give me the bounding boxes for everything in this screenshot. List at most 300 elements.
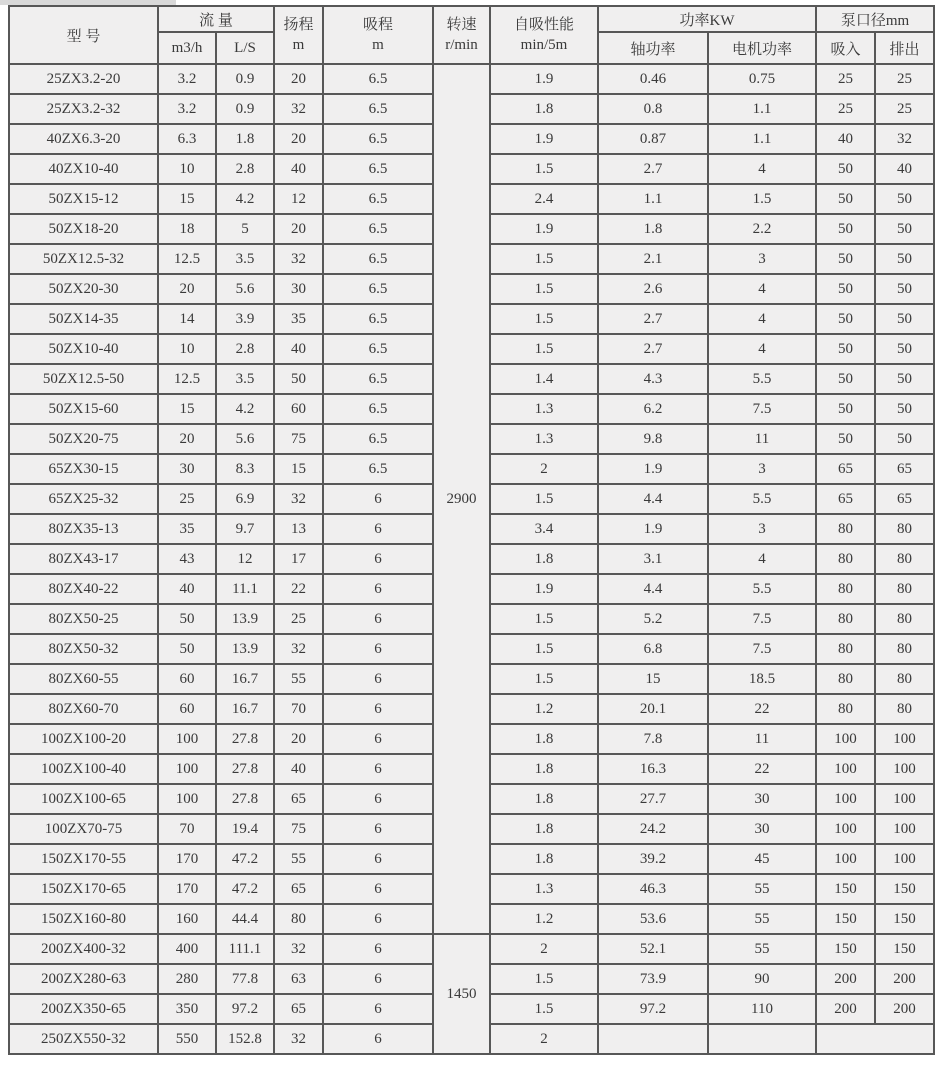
head-cell: 80 (274, 904, 323, 934)
port-out-cell: 80 (875, 694, 934, 724)
flow-ls-cell: 27.8 (216, 784, 274, 814)
flow-ls-cell: 5 (216, 214, 274, 244)
priming-cell: 1.9 (490, 214, 598, 244)
header-flow-m3h: m3/h (158, 32, 216, 64)
port-merged-cell (816, 1024, 934, 1054)
priming-cell: 1.5 (490, 964, 598, 994)
port-out-cell: 50 (875, 304, 934, 334)
model-cell: 50ZX14-35 (9, 304, 158, 334)
shaft-power-cell: 24.2 (598, 814, 708, 844)
head-cell: 35 (274, 304, 323, 334)
priming-cell: 1.8 (490, 784, 598, 814)
model-cell: 150ZX170-55 (9, 844, 158, 874)
port-in-cell: 80 (816, 514, 875, 544)
priming-cell: 1.4 (490, 364, 598, 394)
motor-power-cell: 1.1 (708, 94, 816, 124)
header-power-group: 功率KW (598, 6, 816, 32)
flow-m3h-cell: 3.2 (158, 94, 216, 124)
priming-cell: 1.8 (490, 94, 598, 124)
suction-cell: 6 (323, 724, 433, 754)
flow-m3h-cell: 15 (158, 184, 216, 214)
suction-cell: 6 (323, 754, 433, 784)
flow-m3h-cell: 70 (158, 814, 216, 844)
head-cell: 32 (274, 94, 323, 124)
suction-cell: 6 (323, 604, 433, 634)
port-in-cell: 65 (816, 484, 875, 514)
model-cell: 150ZX170-65 (9, 874, 158, 904)
model-cell: 200ZX350-65 (9, 994, 158, 1024)
motor-power-cell: 90 (708, 964, 816, 994)
port-in-cell: 80 (816, 694, 875, 724)
flow-m3h-cell: 60 (158, 664, 216, 694)
flow-ls-cell: 47.2 (216, 844, 274, 874)
priming-cell: 1.3 (490, 424, 598, 454)
head-cell: 32 (274, 1024, 323, 1054)
suction-cell: 6 (323, 844, 433, 874)
port-out-cell: 80 (875, 544, 934, 574)
flow-m3h-cell: 170 (158, 874, 216, 904)
suction-cell: 6 (323, 784, 433, 814)
model-cell: 80ZX35-13 (9, 514, 158, 544)
port-out-cell: 50 (875, 274, 934, 304)
flow-ls-cell: 77.8 (216, 964, 274, 994)
flow-ls-cell: 111.1 (216, 934, 274, 964)
shaft-power-cell: 20.1 (598, 694, 708, 724)
port-out-cell: 50 (875, 184, 934, 214)
flow-m3h-cell: 50 (158, 634, 216, 664)
port-out-cell: 100 (875, 754, 934, 784)
shaft-power-cell: 6.8 (598, 634, 708, 664)
model-cell: 65ZX30-15 (9, 454, 158, 484)
flow-m3h-cell: 160 (158, 904, 216, 934)
flow-m3h-cell: 400 (158, 934, 216, 964)
motor-power-cell: 4 (708, 544, 816, 574)
suction-cell: 6.5 (323, 214, 433, 244)
port-in-cell: 100 (816, 844, 875, 874)
flow-m3h-cell: 50 (158, 604, 216, 634)
model-cell: 25ZX3.2-20 (9, 64, 158, 94)
motor-power-cell: 3 (708, 244, 816, 274)
head-cell: 65 (274, 784, 323, 814)
model-cell: 50ZX12.5-32 (9, 244, 158, 274)
head-cell: 20 (274, 64, 323, 94)
port-in-cell: 200 (816, 994, 875, 1024)
model-cell: 150ZX160-80 (9, 904, 158, 934)
port-out-cell: 50 (875, 364, 934, 394)
motor-power-cell: 2.2 (708, 214, 816, 244)
model-cell: 80ZX60-55 (9, 664, 158, 694)
flow-m3h-cell: 170 (158, 844, 216, 874)
flow-ls-cell: 4.2 (216, 184, 274, 214)
flow-ls-cell: 2.8 (216, 154, 274, 184)
flow-ls-cell: 13.9 (216, 634, 274, 664)
motor-power-cell: 30 (708, 784, 816, 814)
model-cell: 100ZX100-40 (9, 754, 158, 784)
head-cell: 15 (274, 454, 323, 484)
header-port-out: 排出 (875, 32, 934, 64)
port-in-cell: 150 (816, 874, 875, 904)
head-cell: 50 (274, 364, 323, 394)
header-model: 型 号 (9, 6, 158, 64)
motor-power-cell: 4 (708, 154, 816, 184)
flow-ls-cell: 0.9 (216, 94, 274, 124)
flow-m3h-cell: 6.3 (158, 124, 216, 154)
priming-cell: 1.5 (490, 634, 598, 664)
suction-cell: 6.5 (323, 184, 433, 214)
priming-cell: 3.4 (490, 514, 598, 544)
suction-cell: 6.5 (323, 334, 433, 364)
priming-cell: 1.9 (490, 574, 598, 604)
priming-cell: 1.8 (490, 544, 598, 574)
header-self-priming: 自吸性能 min/5m (490, 6, 598, 64)
head-cell: 65 (274, 994, 323, 1024)
port-in-cell: 50 (816, 214, 875, 244)
flow-ls-cell: 19.4 (216, 814, 274, 844)
port-in-cell: 100 (816, 754, 875, 784)
flow-ls-cell: 1.8 (216, 124, 274, 154)
shaft-power-cell: 46.3 (598, 874, 708, 904)
port-in-cell: 50 (816, 334, 875, 364)
shaft-power-cell: 0.87 (598, 124, 708, 154)
priming-cell: 1.5 (490, 244, 598, 274)
suction-cell: 6 (323, 664, 433, 694)
head-cell: 75 (274, 814, 323, 844)
flow-ls-cell: 0.9 (216, 64, 274, 94)
flow-m3h-cell: 40 (158, 574, 216, 604)
suction-cell: 6.5 (323, 124, 433, 154)
shaft-power-cell: 39.2 (598, 844, 708, 874)
shaft-power-cell: 4.4 (598, 484, 708, 514)
shaft-power-cell: 73.9 (598, 964, 708, 994)
motor-power-cell: 55 (708, 874, 816, 904)
table-row (9, 64, 934, 94)
table-body (9, 64, 934, 1054)
shaft-power-cell: 4.3 (598, 364, 708, 394)
priming-cell: 2.4 (490, 184, 598, 214)
head-cell: 75 (274, 424, 323, 454)
port-out-cell: 150 (875, 874, 934, 904)
top-edge-fragment (0, 0, 176, 5)
model-cell: 50ZX20-75 (9, 424, 158, 454)
port-out-cell: 50 (875, 214, 934, 244)
flow-m3h-cell: 12.5 (158, 244, 216, 274)
shaft-power-cell: 0.8 (598, 94, 708, 124)
head-cell: 32 (274, 484, 323, 514)
motor-power-cell: 11 (708, 724, 816, 754)
flow-ls-cell: 2.8 (216, 334, 274, 364)
shaft-power-cell: 16.3 (598, 754, 708, 784)
head-cell: 55 (274, 844, 323, 874)
port-out-cell: 65 (875, 484, 934, 514)
motor-power-cell: 3 (708, 514, 816, 544)
port-in-cell: 80 (816, 634, 875, 664)
port-in-cell: 50 (816, 424, 875, 454)
model-cell: 50ZX18-20 (9, 214, 158, 244)
model-cell: 80ZX40-22 (9, 574, 158, 604)
port-in-cell: 80 (816, 574, 875, 604)
shaft-power-cell: 2.1 (598, 244, 708, 274)
flow-m3h-cell: 350 (158, 994, 216, 1024)
port-in-cell: 80 (816, 604, 875, 634)
suction-cell: 6 (323, 964, 433, 994)
head-cell: 17 (274, 544, 323, 574)
head-cell: 20 (274, 214, 323, 244)
port-out-cell: 100 (875, 844, 934, 874)
port-in-cell: 50 (816, 154, 875, 184)
shaft-power-cell: 53.6 (598, 904, 708, 934)
head-cell: 70 (274, 694, 323, 724)
port-out-cell: 100 (875, 784, 934, 814)
model-cell: 80ZX43-17 (9, 544, 158, 574)
flow-m3h-cell: 18 (158, 214, 216, 244)
speed-cell: 2900 (433, 64, 490, 934)
port-out-cell: 80 (875, 604, 934, 634)
motor-power-cell: 1.5 (708, 184, 816, 214)
shaft-power-cell: 1.8 (598, 214, 708, 244)
table-header (9, 6, 934, 64)
shaft-power-cell: 1.9 (598, 514, 708, 544)
head-cell: 32 (274, 934, 323, 964)
priming-cell: 2 (490, 934, 598, 964)
shaft-power-cell: 52.1 (598, 934, 708, 964)
flow-m3h-cell: 100 (158, 754, 216, 784)
head-cell: 25 (274, 604, 323, 634)
priming-cell: 1.8 (490, 754, 598, 784)
motor-power-cell: 30 (708, 814, 816, 844)
motor-power-cell: 5.5 (708, 574, 816, 604)
table-row (9, 934, 934, 964)
flow-m3h-cell: 25 (158, 484, 216, 514)
flow-m3h-cell: 550 (158, 1024, 216, 1054)
header-suction: 吸程 m (323, 6, 433, 64)
suction-cell: 6.5 (323, 94, 433, 124)
suction-cell: 6.5 (323, 154, 433, 184)
suction-cell: 6 (323, 814, 433, 844)
shaft-power-cell: 1.1 (598, 184, 708, 214)
port-in-cell: 80 (816, 664, 875, 694)
suction-cell: 6.5 (323, 394, 433, 424)
flow-m3h-cell: 14 (158, 304, 216, 334)
flow-m3h-cell: 12.5 (158, 364, 216, 394)
flow-ls-cell: 12 (216, 544, 274, 574)
shaft-power-cell: 3.1 (598, 544, 708, 574)
port-out-cell: 80 (875, 514, 934, 544)
priming-cell: 1.8 (490, 724, 598, 754)
flow-ls-cell: 5.6 (216, 274, 274, 304)
shaft-power-cell: 2.7 (598, 154, 708, 184)
flow-ls-cell: 5.6 (216, 424, 274, 454)
shaft-power-cell: 2.6 (598, 274, 708, 304)
suction-cell: 6 (323, 904, 433, 934)
head-cell: 20 (274, 724, 323, 754)
flow-ls-cell: 16.7 (216, 664, 274, 694)
priming-cell: 1.3 (490, 874, 598, 904)
flow-m3h-cell: 43 (158, 544, 216, 574)
flow-ls-cell: 6.9 (216, 484, 274, 514)
suction-cell: 6 (323, 934, 433, 964)
model-cell: 50ZX15-60 (9, 394, 158, 424)
port-in-cell: 100 (816, 814, 875, 844)
port-out-cell: 150 (875, 904, 934, 934)
head-cell: 22 (274, 574, 323, 604)
port-out-cell: 25 (875, 94, 934, 124)
shaft-power-cell: 15 (598, 664, 708, 694)
model-cell: 50ZX20-30 (9, 274, 158, 304)
motor-power-cell: 4 (708, 334, 816, 364)
suction-cell: 6.5 (323, 274, 433, 304)
head-cell: 32 (274, 634, 323, 664)
shaft-power-cell: 7.8 (598, 724, 708, 754)
flow-ls-cell: 3.5 (216, 364, 274, 394)
header-flow-ls: L/S (216, 32, 274, 64)
header-port-in: 吸入 (816, 32, 875, 64)
model-cell: 40ZX10-40 (9, 154, 158, 184)
motor-power-cell: 110 (708, 994, 816, 1024)
flow-ls-cell: 3.9 (216, 304, 274, 334)
motor-power-cell: 45 (708, 844, 816, 874)
model-cell: 100ZX70-75 (9, 814, 158, 844)
port-out-cell: 80 (875, 664, 934, 694)
flow-m3h-cell: 20 (158, 424, 216, 454)
motor-power-cell: 3 (708, 454, 816, 484)
model-cell: 80ZX60-70 (9, 694, 158, 724)
model-cell: 200ZX400-32 (9, 934, 158, 964)
shaft-power-cell: 0.46 (598, 64, 708, 94)
header-flow-group: 流 量 (158, 6, 274, 32)
flow-m3h-cell: 280 (158, 964, 216, 994)
priming-cell: 1.5 (490, 154, 598, 184)
flow-m3h-cell: 3.2 (158, 64, 216, 94)
header-speed: 转速 r/min (433, 6, 490, 64)
motor-power-cell: 5.5 (708, 364, 816, 394)
model-cell: 250ZX550-32 (9, 1024, 158, 1054)
port-out-cell: 50 (875, 424, 934, 454)
flow-ls-cell: 9.7 (216, 514, 274, 544)
motor-power-cell: 4 (708, 304, 816, 334)
motor-power-cell: 7.5 (708, 634, 816, 664)
priming-cell: 1.9 (490, 64, 598, 94)
flow-m3h-cell: 10 (158, 334, 216, 364)
priming-cell: 1.5 (490, 274, 598, 304)
port-in-cell: 40 (816, 124, 875, 154)
port-in-cell: 50 (816, 244, 875, 274)
motor-power-cell: 5.5 (708, 484, 816, 514)
model-cell: 40ZX6.3-20 (9, 124, 158, 154)
port-in-cell: 80 (816, 544, 875, 574)
motor-power-cell: 22 (708, 754, 816, 784)
flow-ls-cell: 4.2 (216, 394, 274, 424)
suction-cell: 6 (323, 634, 433, 664)
suction-cell: 6 (323, 994, 433, 1024)
port-in-cell: 200 (816, 964, 875, 994)
shaft-power-cell: 97.2 (598, 994, 708, 1024)
shaft-power-cell (598, 1024, 708, 1054)
head-cell: 63 (274, 964, 323, 994)
model-cell: 200ZX280-63 (9, 964, 158, 994)
flow-m3h-cell: 35 (158, 514, 216, 544)
shaft-power-cell: 1.9 (598, 454, 708, 484)
suction-cell: 6.5 (323, 64, 433, 94)
port-in-cell: 150 (816, 934, 875, 964)
priming-cell: 1.5 (490, 484, 598, 514)
head-cell: 40 (274, 754, 323, 784)
motor-power-cell: 4 (708, 274, 816, 304)
priming-cell: 1.3 (490, 394, 598, 424)
port-in-cell: 50 (816, 394, 875, 424)
port-out-cell: 40 (875, 154, 934, 184)
priming-cell: 2 (490, 454, 598, 484)
model-cell: 80ZX50-25 (9, 604, 158, 634)
flow-ls-cell: 27.8 (216, 724, 274, 754)
priming-cell: 1.2 (490, 694, 598, 724)
shaft-power-cell: 5.2 (598, 604, 708, 634)
flow-ls-cell: 11.1 (216, 574, 274, 604)
head-cell: 65 (274, 874, 323, 904)
flow-ls-cell: 13.9 (216, 604, 274, 634)
port-in-cell: 25 (816, 94, 875, 124)
head-cell: 40 (274, 334, 323, 364)
motor-power-cell: 55 (708, 934, 816, 964)
shaft-power-cell: 2.7 (598, 304, 708, 334)
model-cell: 100ZX100-20 (9, 724, 158, 754)
pump-spec-table (8, 5, 935, 1055)
port-in-cell: 65 (816, 454, 875, 484)
port-out-cell: 50 (875, 334, 934, 364)
port-out-cell: 80 (875, 634, 934, 664)
flow-ls-cell: 16.7 (216, 694, 274, 724)
shaft-power-cell: 6.2 (598, 394, 708, 424)
motor-power-cell: 7.5 (708, 604, 816, 634)
flow-ls-cell: 44.4 (216, 904, 274, 934)
head-cell: 40 (274, 154, 323, 184)
flow-m3h-cell: 30 (158, 454, 216, 484)
port-out-cell: 100 (875, 814, 934, 844)
port-out-cell: 200 (875, 964, 934, 994)
shaft-power-cell: 9.8 (598, 424, 708, 454)
port-in-cell: 50 (816, 364, 875, 394)
header-head: 扬程 m (274, 6, 323, 64)
port-out-cell: 65 (875, 454, 934, 484)
port-out-cell: 32 (875, 124, 934, 154)
head-cell: 30 (274, 274, 323, 304)
priming-cell: 1.2 (490, 904, 598, 934)
port-out-cell: 50 (875, 244, 934, 274)
priming-cell: 1.5 (490, 664, 598, 694)
port-out-cell: 200 (875, 994, 934, 1024)
head-cell: 20 (274, 124, 323, 154)
flow-m3h-cell: 20 (158, 274, 216, 304)
flow-ls-cell: 27.8 (216, 754, 274, 784)
suction-cell: 6.5 (323, 364, 433, 394)
suction-cell: 6 (323, 574, 433, 604)
speed-cell: 1450 (433, 934, 490, 1054)
motor-power-cell: 11 (708, 424, 816, 454)
port-out-cell: 100 (875, 724, 934, 754)
flow-m3h-cell: 100 (158, 784, 216, 814)
model-cell: 25ZX3.2-32 (9, 94, 158, 124)
suction-cell: 6 (323, 514, 433, 544)
motor-power-cell: 1.1 (708, 124, 816, 154)
head-cell: 55 (274, 664, 323, 694)
port-in-cell: 50 (816, 304, 875, 334)
port-in-cell: 50 (816, 184, 875, 214)
model-cell: 50ZX15-12 (9, 184, 158, 214)
flow-m3h-cell: 10 (158, 154, 216, 184)
model-cell: 65ZX25-32 (9, 484, 158, 514)
model-cell: 80ZX50-32 (9, 634, 158, 664)
flow-ls-cell: 47.2 (216, 874, 274, 904)
suction-cell: 6.5 (323, 454, 433, 484)
